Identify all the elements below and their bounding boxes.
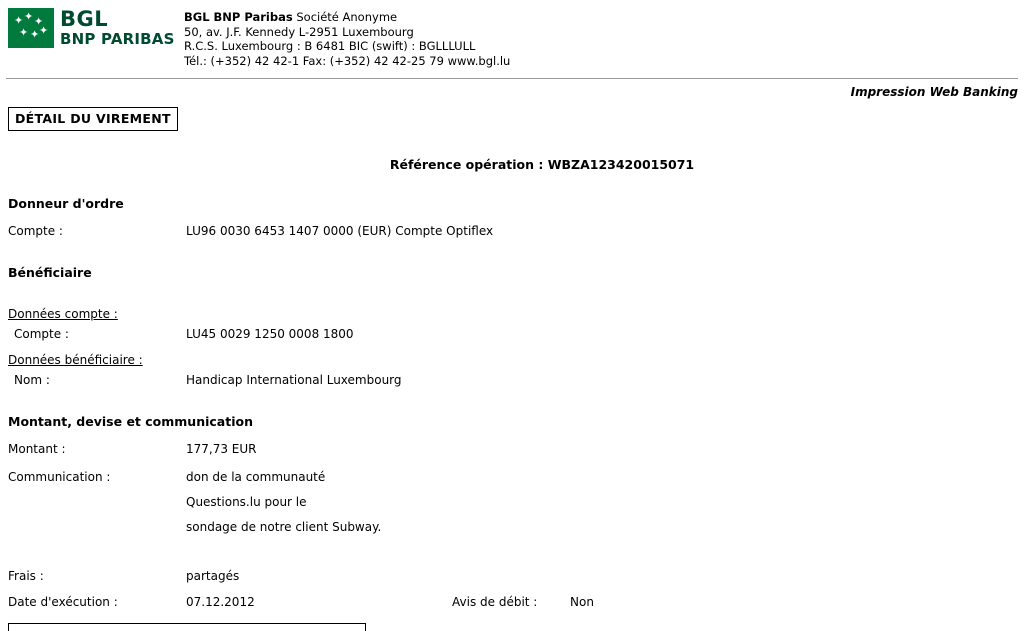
row-donnees-beneficiaire-heading [8,350,1024,370]
section-title-beneficiaire: Bénéficiaire [8,265,92,280]
bank-address-line-2: 50, av. J.F. Kennedy L-2951 Luxembourg [184,24,414,39]
frais-value: partagés [186,569,240,583]
section-donneur-ordre [0,196,1024,241]
bgl-logo-mark-icon: ✦ ✦ ✦ ✦ ✦ ✦ [8,8,54,48]
row-beneficiaire-compte [8,324,1024,344]
page-title: DÉTAIL DU VIREMENT [8,107,178,131]
date-execution-label: Date d'exécution : [8,595,118,609]
donneur-compte-value: LU96 0030 6453 1407 0000 (EUR) Compte Optiflex [186,224,494,238]
operation-reference: Référence opération : WBZA123420015071 [389,157,695,172]
row-frais [8,566,1024,586]
section-montant [0,414,1024,612]
communication-line: sondage de notre client Subway. [186,520,382,534]
bank-legal-form: Société Anonyme [292,10,398,24]
bank-address-line-1 [184,10,510,25]
donnees-compte-label: Données compte : [8,307,118,321]
bgl-logo [8,8,184,48]
bank-name: BGL BNP Paribas [184,10,293,24]
footer-box [8,623,366,631]
date-execution-value: 07.12.2012 [186,595,255,609]
beneficiaire-nom-label: Nom : [14,373,50,387]
beneficiaire-compte-value: LU45 0029 1250 0008 1800 [186,327,354,341]
row-donneur-compte [8,221,1024,241]
logo-line-2: BNP PARIBAS [60,30,175,48]
row-date-execution [8,592,1024,612]
impression-label: Impression Web Banking [850,85,1018,99]
bank-address [184,8,510,68]
section-title-donneur: Donneur d'ordre [8,196,124,211]
montant-label: Montant : [8,442,66,456]
row-montant [8,439,1024,459]
communication-label: Communication : [8,470,111,484]
bank-address-line-3: R.C.S. Luxembourg : B 6481 BIC (swift) : BGLLLULL [184,39,476,53]
row-communication [8,465,1024,540]
date-execution-value-group [186,592,1024,612]
section-beneficiaire [0,265,1024,390]
logo-line-1: BGL [60,7,109,31]
communication-value [186,465,381,540]
bank-address-line-4: Tél.: (+352) 42 42-1 Fax: (+352) 42 42-25 79 www.bgl.lu [184,53,511,68]
section-title-montant: Montant, devise et communication [8,414,253,429]
communication-line: Questions.lu pour le [186,495,307,509]
row-donnees-compte-heading [8,304,1024,324]
beneficiaire-nom-value: Handicap International Luxembourg [186,373,402,387]
row-beneficiaire-nom [8,370,1024,390]
beneficiaire-compte-label: Compte : [14,327,69,341]
donnees-beneficiaire-label: Données bénéficiaire : [8,353,143,367]
avis-debit-label: Avis de débit : [452,595,538,609]
communication-line: don de la communauté [186,470,326,484]
document-header [0,0,1024,68]
frais-label: Frais : [8,569,44,583]
bgl-logo-text [60,9,175,47]
montant-value: 177,73 EUR [186,442,257,456]
donneur-compte-label: Compte : [8,224,63,238]
avis-debit-value: Non [570,595,594,609]
